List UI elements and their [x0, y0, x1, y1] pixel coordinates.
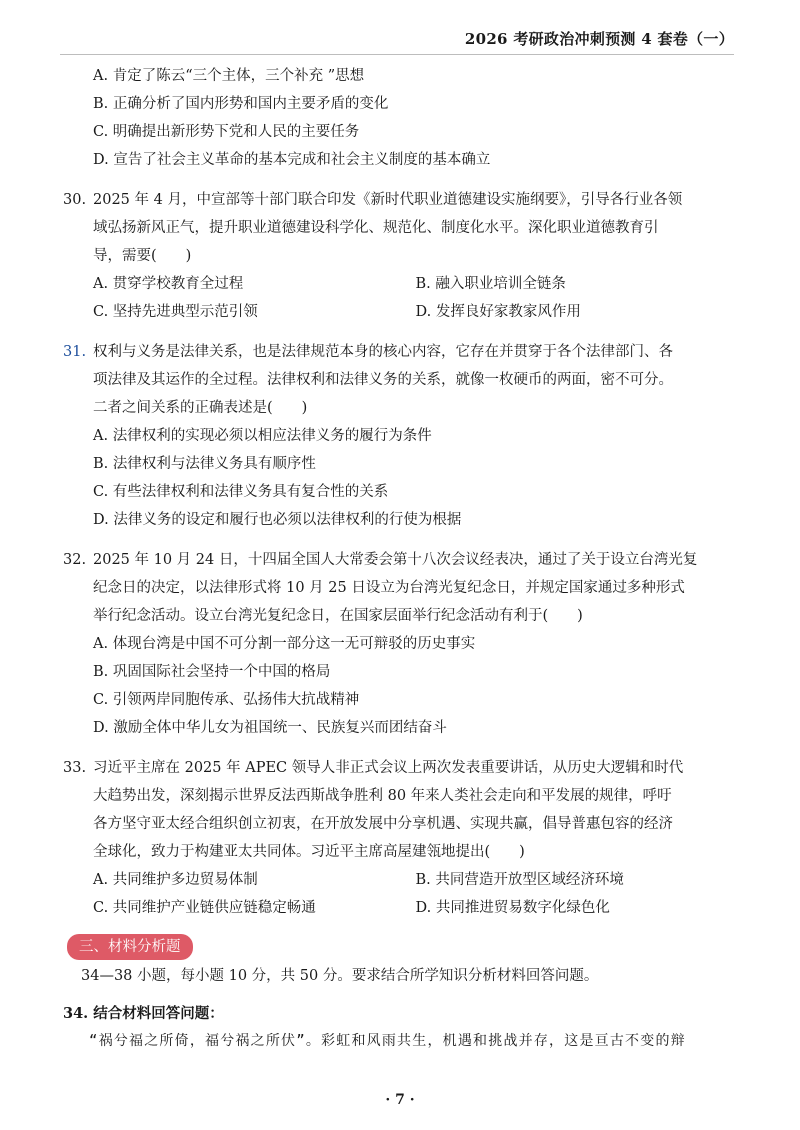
- q32-option-d: D. 激励全体中华儿女为祖国统一、民族复兴而团结奋斗: [93, 720, 447, 736]
- q29-option-b: B. 正确分析了国内形势和国内主要矛盾的变化: [93, 96, 389, 112]
- question-34-title: 34. 结合材料回答问题：: [63, 1005, 224, 1022]
- q32-option-c: C. 引领两岸同胞传承、弘扬伟大抗战精神: [93, 692, 360, 708]
- q33-option-c: C. 共同维护产业链供应链稳定畅通: [93, 900, 316, 916]
- page-number: · 7 ·: [385, 1092, 415, 1108]
- question-text-line: 全球化，致力于构建亚太共同体。习近平主席高屋建瓴地提出( ): [93, 844, 525, 860]
- header-divider: [60, 54, 734, 55]
- q33-option-b: B. 共同营造开放型区域经济环境: [415, 872, 624, 888]
- q29-option-d: D. 宣告了社会主义革命的基本完成和社会主义制度的基本确立: [93, 152, 491, 168]
- q30-option-a: A. 贯穿学校教育全过程: [93, 276, 244, 292]
- question-text-line: 二者之间关系的正确表述是( ): [93, 400, 308, 416]
- q33-option-d: D. 共同推进贸易数字化绿色化: [415, 900, 610, 916]
- section-tag: 三、材料分析题: [67, 934, 193, 960]
- question-number: 31.: [63, 344, 87, 360]
- question-text-line: 纪念日的决定，以法律形式将 10 月 25 日设立为台湾光复纪念日，并规定国家通过多种形式: [93, 580, 685, 596]
- q32-option-b: B. 巩固国际社会坚持一个中国的格局: [93, 664, 331, 680]
- question-text-line: 2025 年 10 月 24 日，十四届全国人大常委会第十八次会议经表决，通过了关于设立台湾光复: [93, 552, 698, 568]
- q31-option-a: A. 法律权利的实现必须以相应法律义务的履行为条件: [93, 428, 432, 444]
- question-text-line: 大趋势出发，深刻揭示世界反法西斯战争胜利 80 年来人类社会走向和平发展的规律，呼吁: [93, 788, 672, 804]
- question-32: [63, 546, 738, 742]
- q33-option-a: A. 共同维护多边贸易体制: [93, 872, 258, 888]
- question-text-line: 权利与义务是法律关系，也是法律规范本身的核心内容，它存在并贯穿于各个法律部门、各: [93, 344, 673, 360]
- q29-option-c: C. 明确提出新形势下党和人民的主要任务: [93, 124, 360, 140]
- q30-option-b: B. 融入职业培训全链条: [415, 276, 566, 292]
- question-text-line: 导，需要( ): [93, 248, 192, 264]
- q30-option-d: D. 发挥良好家教家风作用: [415, 304, 581, 320]
- question-33: [63, 754, 738, 922]
- q31-option-c: C. 有些法律权利和法律义务具有复合性的关系: [93, 484, 389, 500]
- question-text-line: 各方坚守亚太经合组织创立初衷，在开放发展中分享机遇、实现共赢，倡导普惠包容的经济: [93, 816, 673, 832]
- question-text-line: 习近平主席在 2025 年 APEC 领导人非正式会议上两次发表重要讲话，从历史大逻辑和时代: [93, 760, 684, 776]
- q32-option-a: A. 体现台湾是中国不可分割一部分这一无可辩驳的历史事实: [93, 636, 476, 652]
- question-number: 30.: [63, 192, 87, 208]
- question-number: 33.: [63, 760, 87, 776]
- q31-option-d: D. 法律义务的设定和履行也必须以法律权利的行使为根据: [93, 512, 462, 528]
- page-header-title: 2026 考研政治冲刺预测 4 套卷（一）: [464, 30, 734, 48]
- section-description: 34—38 小题，每小题 10 分，共 50 分。要求结合所学知识分析材料回答问题。: [81, 968, 599, 984]
- question-34-material: “祸兮福之所倚，福兮祸之所伏”。彩虹和风雨共生，机遇和挑战并存，这是亘古不变的辩: [89, 1033, 686, 1049]
- q29-options: [93, 62, 738, 174]
- question-text-line: 举行纪念活动。设立台湾光复纪念日，在国家层面举行纪念活动有利于( ): [93, 608, 583, 624]
- question-text-line: 域弘扬新风正气，提升职业道德建设科学化、规范化、制度化水平。深化职业道德教育引: [93, 220, 659, 236]
- q31-option-b: B. 法律权利与法律义务具有顺序性: [93, 456, 316, 472]
- question-31: [63, 338, 738, 534]
- page-content: [63, 62, 738, 1054]
- question-number: 32.: [63, 552, 87, 568]
- question-30: [63, 186, 738, 326]
- question-text-line: 2025 年 4 月，中宣部等十部门联合印发《新时代职业道德建设实施纲要》，引导各行业各领: [93, 192, 683, 208]
- question-text-line: 项法律及其运作的全过程。法律权利和法律义务的关系，就像一枚硬币的两面，密不可分。: [93, 372, 673, 388]
- q30-option-c: C. 坚持先进典型示范引领: [93, 304, 258, 320]
- q29-option-a: A. 肯定了陈云“三个主体，三个补充 ”思想: [93, 68, 365, 84]
